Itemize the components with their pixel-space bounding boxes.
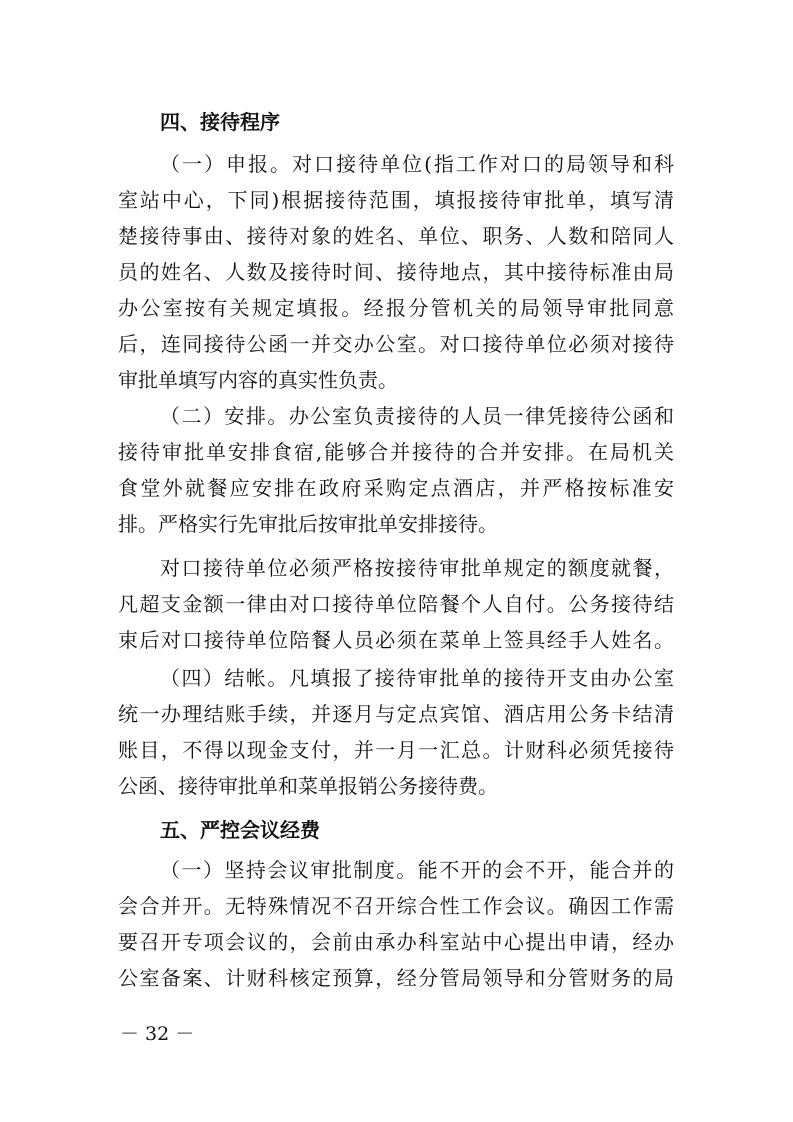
text-line: 接待审批单安排食宿,能够合并接待的合并安排。在局机关 (118, 440, 674, 464)
text-line: 统一办理结账手续，并逐月与定点宾馆、酒店用公务卡结清 (118, 702, 674, 726)
text-line: 食堂外就餐应安排在政府采购定点酒店，并严格按标准安 (118, 476, 674, 500)
text-line: 后，连同接待公函一并交办公室。对口接待单位必须对接待 (118, 332, 674, 356)
text-line: 对口接待单位必须严格按接待审批单规定的额度就餐， (160, 556, 674, 580)
text-line: 要召开专项会议的，会前由承办科室站中心提出申请，经办 (118, 930, 674, 954)
text-line: 审批单填写内容的真实性负责。 (118, 368, 398, 392)
text-line: 束后对口接待单位陪餐人员必须在菜单上签具经手人姓名。 (118, 628, 674, 652)
text-line: （一）坚持会议审批制度。能不开的会不开，能合并的 (160, 858, 674, 882)
text-line: 室站中心，下同)根据接待范围，填报接待审批单，填写清 (118, 188, 674, 212)
text-line: 员的姓名、人数及接待时间、接待地点，其中接待标准由局 (118, 260, 674, 284)
section-heading-reception-procedure: 四、接待程序 (160, 110, 280, 134)
page-number: － 32 － (120, 1023, 195, 1045)
text-line: 账目，不得以现金支付，并一月一汇总。计财科必须凭接待 (118, 738, 674, 762)
text-line: 会合并开。无特殊情况不召开综合性工作会议。确因工作需 (118, 894, 674, 918)
text-line: 公室备案、计财科核定预算，经分管局领导和分管财务的局 (118, 966, 674, 990)
text-line: （二）安排。办公室负责接待的人员一律凭接待公函和 (160, 404, 674, 428)
text-line: 办公室按有关规定填报。经报分管机关的局领导审批同意 (118, 296, 674, 320)
text-line: （四）结帐。凡填报了接待审批单的接待开支由办公室 (160, 666, 674, 690)
text-line: 公函、接待审批单和菜单报销公务接待费。 (118, 774, 498, 798)
text-line: 楚接待事由、接待对象的姓名、单位、职务、人数和陪同人 (118, 224, 674, 248)
text-line: （一）申报。对口接待单位(指工作对口的局领导和科 (160, 152, 674, 176)
text-line: 凡超支金额一律由对口接待单位陪餐个人自付。公务接待结 (118, 592, 674, 616)
text-line: 排。严格实行先审批后按审批单安排接待。 (118, 512, 498, 536)
section-heading-meeting-expenses: 五、严控会议经费 (160, 818, 320, 842)
